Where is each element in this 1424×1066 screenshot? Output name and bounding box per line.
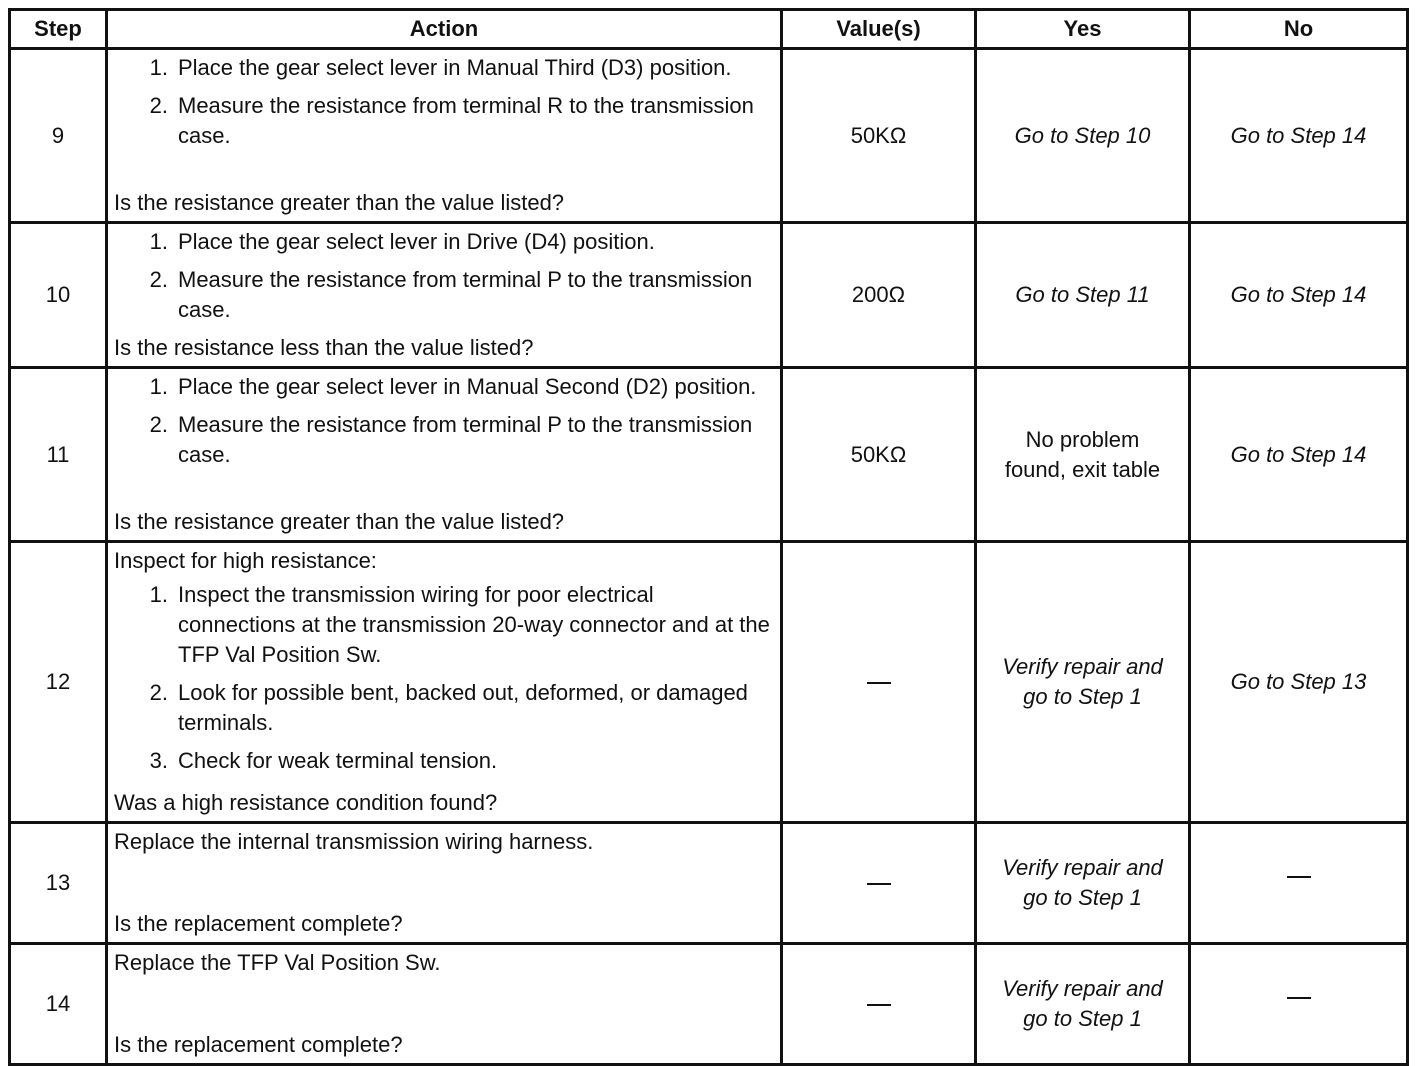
table-row <box>10 49 1408 223</box>
action-steps <box>114 53 774 159</box>
yes-cell <box>976 368 1190 542</box>
no-cell <box>1190 944 1408 1065</box>
item-text: Place the gear select lever in Manual Second (D2) position. <box>178 374 757 399</box>
action-cell <box>107 368 782 542</box>
diagnostic-table <box>8 8 1409 1066</box>
action-cell <box>107 223 782 368</box>
action-question: Was a high resistance condition found? <box>114 790 498 815</box>
yes-line: Verify repair and <box>1002 654 1163 679</box>
action-intro: Inspect for high resistance: <box>114 548 377 573</box>
action-question: Is the replacement complete? <box>114 911 403 936</box>
item-text: Place the gear select lever in Drive (D4) position. <box>178 229 655 254</box>
action-cell <box>107 542 782 823</box>
table-row <box>10 223 1408 368</box>
action-steps <box>114 372 774 478</box>
header-yes: Yes <box>976 10 1190 49</box>
list-item <box>114 746 774 776</box>
dash-mark <box>867 883 891 885</box>
item-number: 1. <box>149 55 168 80</box>
yes-line: go to Step 1 <box>1023 885 1142 910</box>
yes-line: No problem <box>1025 426 1140 452</box>
list-item <box>114 580 774 670</box>
value-cell <box>782 823 976 944</box>
item-number: 2. <box>149 680 168 705</box>
action-question: Is the resistance less than the value listed? <box>114 335 534 360</box>
action-intro: Replace the internal transmission wiring harness. <box>114 829 594 854</box>
yes-line: Verify repair and <box>1002 855 1163 880</box>
value-cell <box>782 542 976 823</box>
yes-line: go to Step 1 <box>1023 1006 1142 1031</box>
action-steps <box>114 580 774 776</box>
action-question: Is the resistance greater than the value listed? <box>114 509 565 534</box>
item-number: 2. <box>149 93 168 118</box>
table-row <box>10 944 1408 1065</box>
list-item <box>114 678 774 738</box>
list-item <box>114 265 774 325</box>
table-row <box>10 823 1408 944</box>
step-number: 11 <box>10 368 107 542</box>
action-question: Is the replacement complete? <box>114 1032 403 1057</box>
step-number: 14 <box>10 944 107 1065</box>
item-text: Measure the resistance from terminal P to the transmission case. <box>178 412 753 467</box>
no-cell: Go to Step 13 <box>1190 542 1408 823</box>
yes-cell <box>976 542 1190 823</box>
value-cell: 50KΩ <box>782 368 976 542</box>
action-cell <box>107 823 782 944</box>
value-cell <box>782 944 976 1065</box>
yes-cell <box>976 944 1190 1065</box>
header-row <box>10 10 1408 49</box>
list-item <box>114 91 774 151</box>
table-row <box>10 368 1408 542</box>
yes-line: go to Step 1 <box>1023 684 1142 709</box>
action-cell <box>107 49 782 223</box>
step-number: 10 <box>10 223 107 368</box>
step-number: 12 <box>10 542 107 823</box>
value-cell: 200Ω <box>782 223 976 368</box>
item-text: Look for possible bent, backed out, deformed, or damaged terminals. <box>178 680 748 735</box>
header-no: No <box>1190 10 1408 49</box>
yes-cell: Go to Step 11 <box>976 223 1190 368</box>
item-number: 1. <box>149 374 168 399</box>
step-number: 13 <box>10 823 107 944</box>
table-row <box>10 542 1408 823</box>
item-number: 2. <box>149 412 168 437</box>
action-question: Is the resistance greater than the value listed? <box>114 190 565 215</box>
item-text: Measure the resistance from terminal R to the transmission case. <box>178 93 754 148</box>
no-cell: Go to Step 14 <box>1190 49 1408 223</box>
list-item <box>114 372 774 402</box>
list-item <box>114 227 774 257</box>
header-step: Step <box>10 10 107 49</box>
item-text: Inspect the transmission wiring for poor electrical connections at the transmission 20-way connector and at the TFP Val Position Sw. <box>178 582 770 667</box>
value-cell: 50KΩ <box>782 49 976 223</box>
step-number: 9 <box>10 49 107 223</box>
item-number: 1. <box>149 229 168 254</box>
item-text: Place the gear select lever in Manual Third (D3) position. <box>178 55 732 80</box>
yes-line: found, exit table <box>1004 456 1161 482</box>
list-item <box>114 53 774 83</box>
list-item <box>114 410 774 470</box>
yes-cell <box>976 823 1190 944</box>
no-cell: Go to Step 14 <box>1190 223 1408 368</box>
yes-line: Verify repair and <box>1002 976 1163 1001</box>
no-cell <box>1190 823 1408 944</box>
no-cell: Go to Step 14 <box>1190 368 1408 542</box>
item-number: 2. <box>149 267 168 292</box>
item-number: 3. <box>149 748 168 773</box>
item-text: Measure the resistance from terminal P to the transmission case. <box>178 267 753 322</box>
dash-mark <box>867 682 891 684</box>
dash-mark <box>1287 997 1311 999</box>
item-number: 1. <box>149 582 168 607</box>
dash-mark <box>867 1004 891 1006</box>
header-action: Action <box>107 10 782 49</box>
action-steps <box>114 227 774 333</box>
header-values: Value(s) <box>782 10 976 49</box>
yes-cell: Go to Step 10 <box>976 49 1190 223</box>
dash-mark <box>1287 876 1311 878</box>
action-cell <box>107 944 782 1065</box>
action-intro: Replace the TFP Val Position Sw. <box>114 950 441 975</box>
item-text: Check for weak terminal tension. <box>178 748 498 773</box>
